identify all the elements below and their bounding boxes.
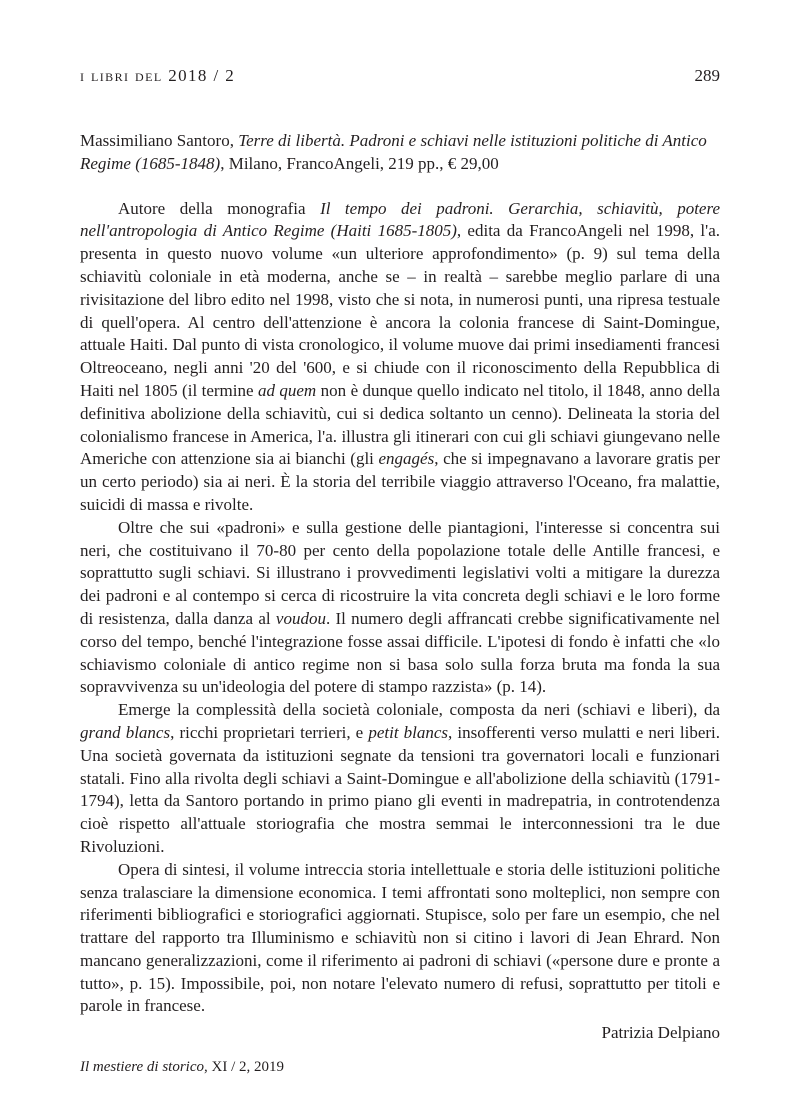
text-run: . Il numero degli affrancati crebbe significativamente nel corso del tempo, benché l'integrazione fosse assai difficile. L'ipotesi di fondo è infatti che «lo schiavismo coloniale di antico regime non si basa solo sulla forza bruta ma fonda la sua sopravvivenza su un'ideologia del potere di stampo razzista» (p. 14). <box>80 608 720 697</box>
text-run: , ricchi proprietari terrieri, e <box>170 722 369 742</box>
page-number: 289 <box>694 66 720 85</box>
italic-text-run: ad quem <box>257 380 317 400</box>
citation-author: Massimiliano Santoro, <box>80 131 239 150</box>
citation-title: Terre di libertà. Padroni e schiavi nelle istituzioni politiche di Antico Regime (1685-1848) <box>80 131 707 173</box>
book-citation <box>80 130 720 176</box>
book-review <box>80 130 720 1045</box>
running-header <box>80 66 720 88</box>
citation-publisher: , Milano, FrancoAngeli, 219 pp., € 29,00 <box>220 153 499 173</box>
italic-text-run: engagés <box>378 449 435 469</box>
text-run: , che si impegnavano a lavorare gratis per un certo periodo) sia ai neri. È la storia del terribile viaggio attraverso l'Oceano, fra malattie, suicidi di massa e rivolte. <box>80 449 720 514</box>
text-run: , insofferenti verso mulatti e neri liberi. Una società governata da istituzioni segnate da tensioni tra governatori locali e funzionari statali. Fino alla rivolta degli schiavi a Saint-Domingue e all'abolizione della schiavitù (1791-1794), letta da Santoro portando in primo piano gli eventi in madrepatria, in controtendenza cioè rispetto all'attuale storiografia che mostra semmai le interconnessioni tra le due Rivoluzioni. <box>80 722 721 856</box>
text-run: Oltre che sui «padroni» e sulla gestione delle piantagioni, l'interesse si concentra sui neri, che costituivano il 70-80 per cento della popolazione totale delle Antille francesi, e soprattutto sugli schiavi. Si illustrano i provvedimenti legislativi volti a mitigare la durezza dei padroni e al contempo si cerca di ricostruire la vita concreta degli schiavi e le loro forme di resistenza, dalla danza al <box>80 517 720 628</box>
text-run: Emerge la complessità della società coloniale, composta da neri (schiavi e liberi), da <box>118 700 720 720</box>
review-paragraph-1 <box>80 198 720 517</box>
review-paragraph-2 <box>80 517 720 699</box>
reviewer-signature: Patrizia Delpiano <box>601 1023 720 1043</box>
text-run: Autore della monografia <box>118 198 321 218</box>
text-run: Opera di sintesi, il volume intreccia storia intellettuale e storia delle istituzioni politiche senza tralasciare la dimensione economica. I temi affrontati sono molteplici, non sempre con riferimenti bibliografici e storiografici aggiornati. Stupisce, solo per fare un esempio, che nel trattare del rapporto tra Illuminismo e schiavitù non si citino i lavori di Jean Ehrard. Non mancano generalizzazioni, come il riferimento ai padroni di schiavi («persone dure e pronte a tutto», p. 15). Impossibile, poi, non notare l'elevato numero di refusi, soprattutto per titoli e parole in francese. <box>80 859 720 1016</box>
review-paragraph-4 <box>80 859 720 1019</box>
journal-issue: , XI / 2, 2019 <box>204 1059 285 1075</box>
review-paragraph-3 <box>80 699 720 859</box>
text-run: , edita da FrancoAngeli nel 1998, l'a. presenta in questo nuovo volume «un ulteriore approfondimento» (p. 9) sul tema della schiavitù coloniale in età moderna, anche se – in realtà – sarebbe meglio parlare di una rivisitazione del libro edito nel 1998, visto che si nota, in numerosi punti, una ripresa testuale di quell'opera. Al centro dell'attenzione è ancora la colonia francese di Saint-Domingue, attuale Haiti. Dal punto di vista cronologico, il volume muove dai primi insediamenti francesi Oltreoceano, negli anni '20 del '600, e si chiude con il riconoscimento della Repubblica di Haiti nel 1805 (il termine <box>80 221 720 400</box>
italic-text-run: petit blancs <box>368 722 449 742</box>
italic-text-run: voudou <box>275 608 326 628</box>
page-footer <box>80 1059 284 1076</box>
text-run: non è dunque quello indicato nel titolo, il 1848, anno della definitiva abolizione della schiavitù, cui si dedica soltanto un cenno). Delineata la storia del colonialismo francese in America, l'a. illustra gli itinerari con cui gli schiavi giungevano nelle Americhe con attenzione sia ai bianchi (gli <box>80 380 720 469</box>
journal-name: Il mestiere di storico <box>80 1059 205 1075</box>
running-title: i libri del 2018 / 2 <box>80 66 236 85</box>
italic-text-run: grand blancs <box>80 722 171 742</box>
italic-text-run: Il tempo dei padroni. Gerarchia, schiavitù, potere nell'antropologia di Antico Regime (Haiti 1685-1805) <box>80 198 720 241</box>
